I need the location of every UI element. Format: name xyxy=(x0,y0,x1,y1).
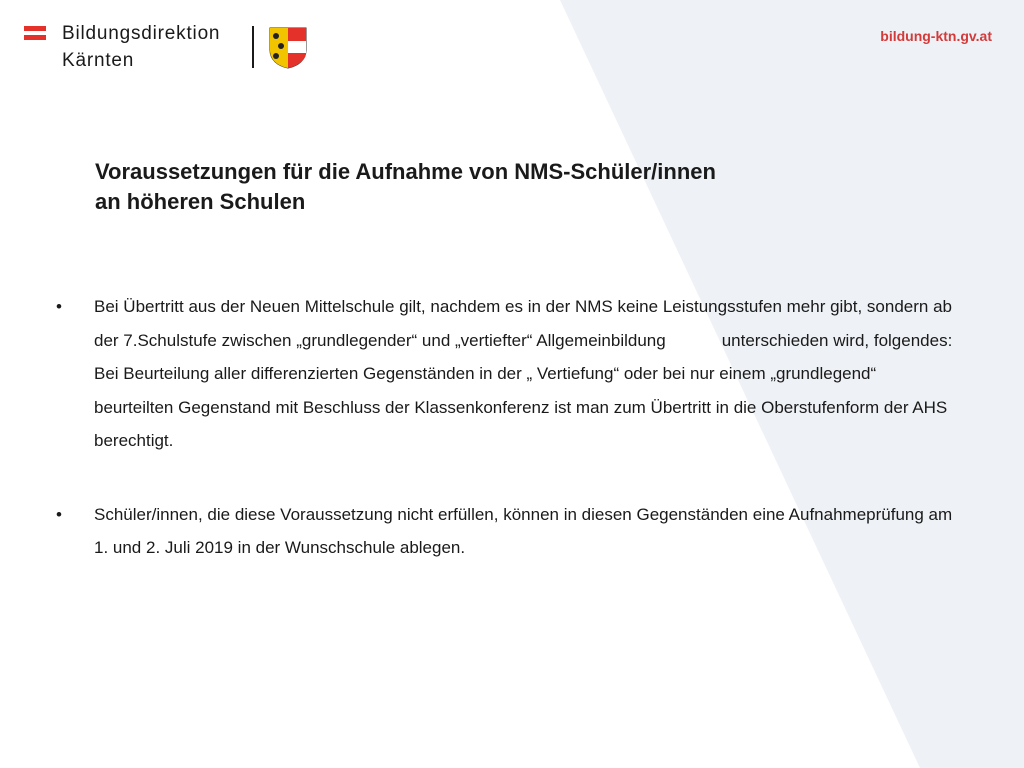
bullet-item-transfer-rule xyxy=(56,290,956,458)
carinthia-coat-of-arms-icon xyxy=(268,26,308,70)
bullet-item-entrance-exam xyxy=(56,498,956,565)
slide-title-line-2: an höheren Schulen xyxy=(95,189,306,214)
bullet-list xyxy=(56,290,956,565)
org-subtitle: Kärnten xyxy=(62,50,135,71)
bullet-text: Schüler/innen, die diese Voraussetzung nicht erfüllen, können in diesen Gegenständen eine Aufnahmeprüfung am 1. und 2. Juli 2019 in der Wunschschule ablegen. xyxy=(94,504,953,557)
bullet-text-part-a: Bei Übertritt aus der Neuen Mittelschule gilt, nachdem es in der NMS keine Leistungsstufen mehr gibt, sondern ab der 7.Schulstufe zwischen „grundlegender“ und „vertiefter“ Allgemeinbildung xyxy=(94,297,953,350)
slide-title xyxy=(95,157,875,217)
bullet-marker: • xyxy=(56,297,62,316)
slide-title-line-1: Voraussetzungen für die Aufnahme von NMS-Schüler/innen xyxy=(95,159,716,184)
org-name: Bildungsdirektion xyxy=(62,23,221,44)
bullet-marker: • xyxy=(56,504,62,524)
bullet-text-part-b: unterschieden wird, folgendes: Bei Beurteilung aller differenzierten Gegenständen in der „ Vertiefung“ oder bei nur einem „grundlegend“ beurteilten Gegenstand mit Beschluss der Klassenkonferenz ist man zum Übertritt in die Oberstufenform der AHS berechtigt. xyxy=(94,330,953,450)
site-url-link[interactable]: bildung-ktn.gv.at xyxy=(880,28,992,44)
logo-divider xyxy=(252,26,254,68)
austria-flag-icon xyxy=(24,26,46,40)
